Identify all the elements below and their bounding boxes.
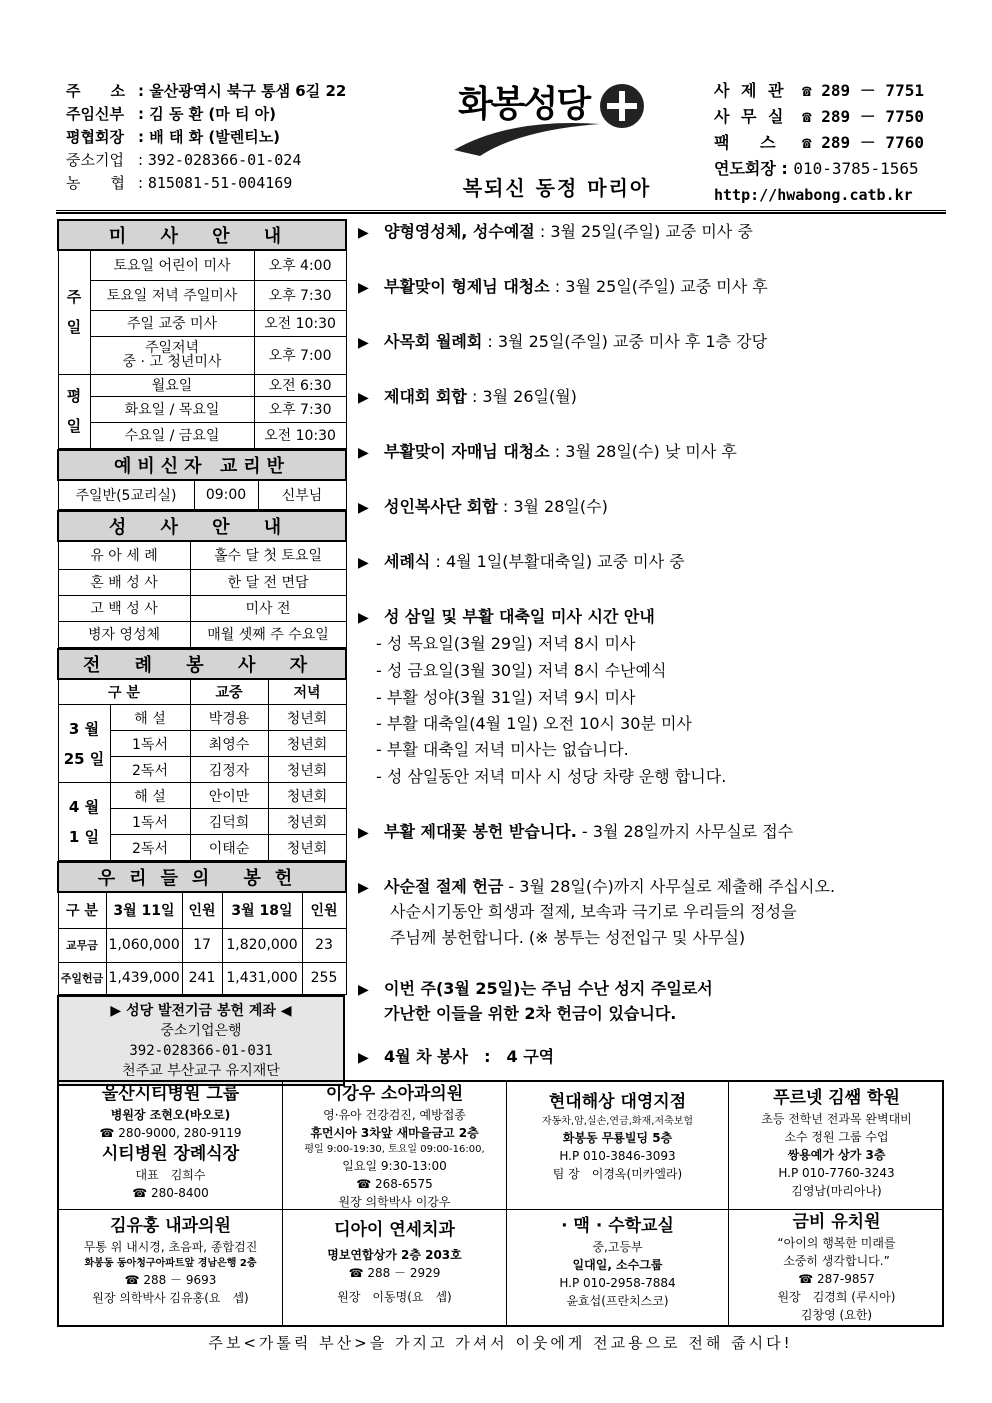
ministers-title: 전 례 봉 사 자 — [58, 649, 346, 679]
footer-note: 주보<가톨릭 부산>을 가지고 가셔서 이웃에게 전교용으로 전해 줍시다! — [208, 1334, 793, 1352]
arrow-icon: ▶ — [358, 280, 369, 296]
prayer-row: 연도회장 : 010-3785-1565 — [714, 159, 919, 178]
ad-math-class: · 맥 · 수학교실 중,고등부 일대일, 소수그룹 H.P 010-2958-7884 윤효섭(프란치스코) — [507, 1210, 729, 1325]
office-row: 사 무 실 ☎ 289 － 7750 — [714, 107, 924, 126]
catechumen-title: 예비신자 교리반 — [58, 450, 346, 480]
mass-table: 미 사 안 내 주 일 토요일 어린이 미사 오후 4:00 토요일 저녁 주일미사 오후 7:30 주일 교중 미사 오전 10:30 주일저녁 중 · 고 청년미사 오후 7:00 평 일 월요일 오전 6:30 화요일 / 목요일 오후 7:30 수요일 / 금요일 오전 10:30 — [57, 219, 347, 449]
notice-item: ▶ 성 삼일 및 부활 대축일 미사 시간 안내 — [358, 604, 655, 631]
arrow-icon: ▶ — [358, 880, 369, 896]
arrow-icon: ▶ — [358, 445, 369, 461]
ministers-table: 전 례 봉 사 자 구 분 교중 저녁 3 월 25 일 해 설 박경용 청년회 1독서 최영수 청년회 2독서 김정자 청년회 4 월 1 일 해 설 안이만 청년회 1독서 김덕희 청년회 2독서 이태순 청년회 — [57, 648, 347, 862]
arrow-icon: ▶ — [358, 825, 369, 841]
mass-title: 미 사 안 내 — [58, 220, 346, 250]
parish-info — [66, 80, 366, 195]
sacrament-title: 성 사 안 내 — [58, 511, 346, 541]
rectory-row: 사 제 관 ☎ 289 － 7751 — [714, 81, 924, 100]
website-link[interactable]: http://hwabong.catb.kr — [714, 186, 913, 204]
development-fund-box: ▶ 성당 발전기금 봉헌 계좌 ◀ 중소기업은행 392-028366-01-031 천주교 부산교구 유지재단 — [57, 995, 345, 1086]
arrow-icon: ▶ — [358, 555, 369, 571]
bank2-row: 농 협 : 815081-51-004169 — [66, 174, 293, 192]
date-march-25: 3 월 25 일 — [58, 705, 110, 783]
notice-item: ▶ 세례식 : 4월 1일(부활대축일) 교중 미사 중 — [358, 549, 685, 576]
ad-yonsei-dental: 디아이 연세치과 명보연합상가 2층 203호 ☎ 288 － 2929 원장 이동명(요 셉) — [283, 1210, 507, 1325]
notice-item: ▶ 부활맞이 형제님 대청소 : 3월 25일(주일) 교중 미사 후 — [358, 274, 768, 301]
catechumen-table: 예비신자 교리반 주일반(5교리실) 09:00 신부님 — [57, 449, 347, 511]
offering-table: 우리들의 봉헌 구 분 3월 11일 인원 3월 18일 인원 교무금 1,060,000 17 1,820,000 23 주일헌금 1,439,000 241 1,431,000 255 — [57, 861, 347, 995]
council-row: 평협회장 : 배 태 화 (발렌티노) — [66, 128, 281, 146]
date-april-1: 4 월 1 일 — [58, 783, 110, 861]
arrow-icon: ▶ — [358, 390, 369, 406]
contact-info — [714, 78, 954, 208]
notice-item: ▶ 사순절 절제 헌금 - 3월 28일(수)까지 사무실로 제출해 주십시오. — [358, 874, 835, 901]
notice-item: ▶ 제대회 회합 : 3월 26일(월) — [358, 384, 577, 411]
ad-hyundai-insurance: 현대해상 대영지점 자동차,암,실손,연금,화재,저축보험 화봉동 무룡빌딩 5층 H.P 010-3846-3093 팀 장 이경옥(미카엘라) — [507, 1082, 729, 1210]
ad-kim-internal-medicine: 김유홍 내과의원 무통 위 내시경, 초음파, 종합검진 화봉동 동아청구아파트앞 경남은행 2층 ☎ 288 － 9693 원장 의학박사 김유홍(요 셉) — [59, 1210, 283, 1325]
sacrament-table: 성 사 안 내 유 아 세 례 홀수 달 첫 토요일 혼 배 성 사 한 달 전 면담 고 백 성 사 미사 전 병자 영성체 매월 셋째 주 수요일 — [57, 510, 347, 648]
notice-item: ▶ 부활 제대꽃 봉헌 받습니다. - 3월 28일까지 사무실로 접수 — [358, 819, 793, 846]
address-row: 주 소 : 울산광역시 북구 통샘 6길 22 — [66, 82, 347, 100]
fax-row: 팩 스 ☎ 289 － 7760 — [714, 133, 924, 152]
sponsor-ads — [57, 1080, 944, 1327]
priest-row: 주임신부 : 김 동 환 (마 티 아) — [66, 105, 276, 123]
bank1-row: 중소기업 : 392-028366-01-024 — [66, 151, 302, 169]
offering-title: 우리들의 봉헌 — [58, 862, 346, 892]
weekday-label: 평 일 — [58, 374, 90, 448]
ad-purunet-academy: 푸르넷 김쌤 학원 초등 전학년 전과목 완벽대비 소수 정원 그룹 수업 쌍용예가 상가 3층 H.P 010-7760-3243 김영남(마리아나) — [729, 1082, 944, 1210]
sunday-label: 주 일 — [58, 250, 90, 374]
arrow-icon: ▶ — [358, 1050, 369, 1066]
parish-subtitle: 복되신 동정 마리아 — [462, 176, 652, 200]
notice-item: ▶ 사목회 월례회 : 3월 25일(주일) 교중 미사 후 1층 강당 — [358, 329, 767, 356]
notice-item: ▶ 4월 차 봉사 : 4 구역 — [358, 1044, 554, 1071]
parish-logo: 화봉성당 — [450, 76, 646, 160]
arrow-icon: ▶ — [358, 610, 369, 626]
arrow-icon: ▶ — [358, 335, 369, 351]
arrow-icon: ▶ — [358, 225, 369, 241]
ad-lee-pediatrics: 이강우 소아과의원 영·유아 건강검진, 예방접종 휴먼시아 3차앞 새마을금고 2층 평일 9:00-19:30, 토요일 09:00-16:00, 일요일 9:30-13:00 ☎ 268-6575 원장 의학박사 이강우 — [283, 1082, 507, 1210]
ad-geumbi-kindergarten: 금비 유치원 “아이의 행복한 미래를 소중히 생각합니다.” ☎ 287-9857 원장 김경희 (루시아) 김창영 (요한) — [777, 1212, 896, 1322]
arrow-icon: ▶ — [358, 500, 369, 516]
cross-icon — [600, 84, 644, 128]
ad-ulsan-city-hospital: 울산시티병원 그룹 병원장 조현오(바오로) ☎ 280-9000, 280-9119 시티병원 장례식장 대표 김희수 ☎ 280-8400 — [59, 1082, 283, 1210]
logo-swoosh-icon — [450, 116, 610, 160]
left-column — [57, 219, 345, 1086]
header-divider — [56, 210, 946, 214]
arrow-icon: ▶ — [358, 982, 369, 998]
notice-item: ▶ 이번 주(3월 25일)는 주님 수난 성지 주일로서 — [358, 976, 713, 1003]
youth-mass: 주일저녁 중 · 고 청년미사 — [90, 336, 254, 374]
notice-item: ▶ 성인복사단 회합 : 3월 28일(수) — [358, 494, 608, 521]
notice-item: ▶ 양형영성체, 성수예절 : 3월 25일(주일) 교중 미사 중 — [358, 219, 753, 246]
notice-item: ▶ 부활맞이 자매님 대청소 : 3월 28일(수) 낮 미사 후 — [358, 439, 737, 466]
